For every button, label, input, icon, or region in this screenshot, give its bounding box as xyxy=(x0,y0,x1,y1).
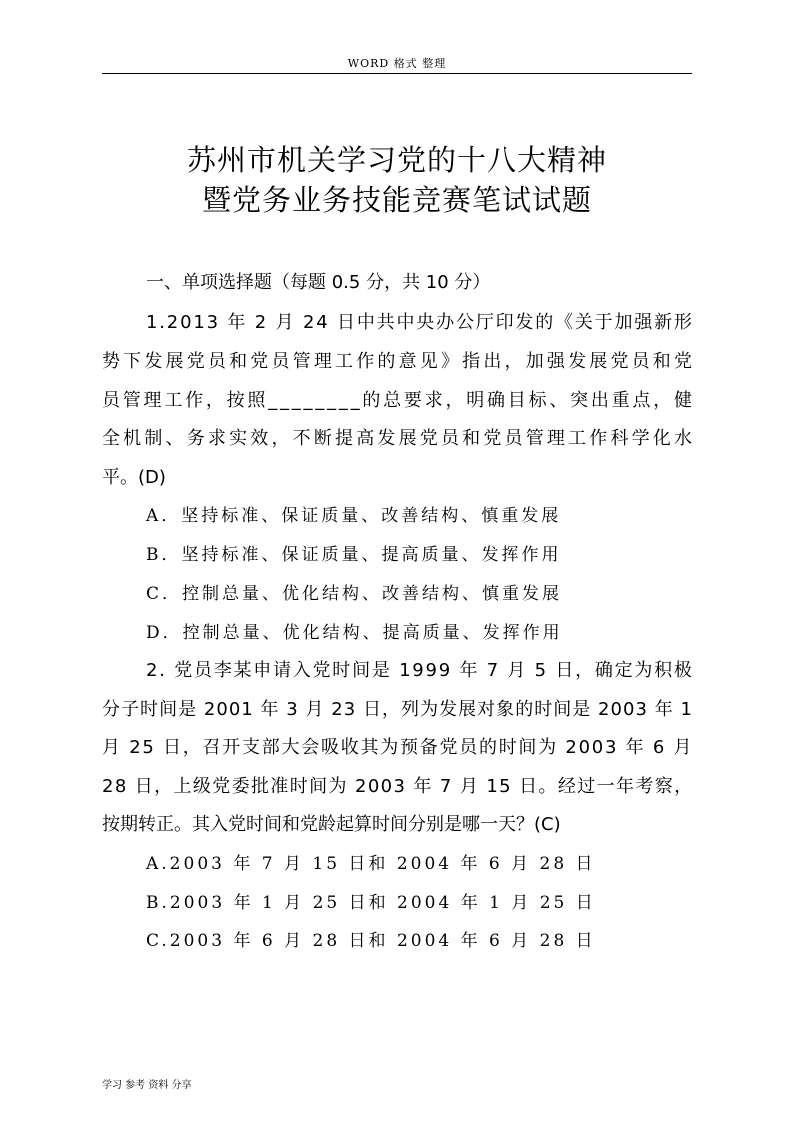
question-2-line-4: 28 日，上级党委批准时间为 2003 年 7 月 15 日。经过一年考察， xyxy=(102,776,694,797)
question-1-option-b: B．坚持标准、保证质量、提高质量、发挥作用 xyxy=(146,545,562,565)
page-header: WORD 格式 整理 xyxy=(347,57,447,70)
question-1-line-5: 平。(D) xyxy=(102,467,166,488)
page-footer: 学习 参考 资料 分享 xyxy=(102,1080,192,1091)
document-title-line-1: 苏州市机关学习党的十八大精神 xyxy=(186,143,607,177)
question-1-line-1: 1.2013 年 2 月 24 日中共中央办公厅印发的《关于加强新形 xyxy=(146,312,694,333)
question-2-option-b: B.2003 年 1 月 25 日和 2004 年 1 月 25 日 xyxy=(146,893,596,913)
question-1-option-d: D．控制总量、优化结构、提高质量、发挥作用 xyxy=(146,623,563,643)
question-2-line-1: 2. 党员李某申请入党时间是 1999 年 7 月 5 日，确定为积极 xyxy=(146,660,694,681)
question-2-option-a: A.2003 年 7 月 15 日和 2004 年 6 月 28 日 xyxy=(146,854,596,874)
question-1-line-3: 员管理工作，按照________的总要求，明确目标、突出重点，健 xyxy=(102,390,695,411)
document-title-line-2: 暨党务业务技能竞赛笔试试题 xyxy=(201,183,592,217)
question-2-line-5: 按期转正。其入党时间和党龄起算时间分别是哪一天？(C) xyxy=(102,814,561,835)
section-heading: 一、单项选择题（每题 0.5 分，共 10 分） xyxy=(146,272,491,293)
question-1-line-2: 势下发展党员和党员管理工作的意见》指出，加强发展党员和党 xyxy=(102,351,696,372)
header-divider xyxy=(102,73,692,74)
question-1-line-4: 全机制、务求实效，不断提高发展党员和党员管理工作科学化水 xyxy=(102,428,696,449)
question-2-line-3: 月 25 日，召开支部大会吸收其为预备党员的时间为 2003 年 6 月 xyxy=(102,737,694,758)
question-2-line-2: 分子时间是 2001 年 3 月 23 日，列为发展对象的时间是 2003 年 1 xyxy=(102,699,693,720)
question-1-option-c: C．控制总量、优化结构、改善结构、慎重发展 xyxy=(146,584,563,604)
question-1-option-a: A．坚持标准、保证质量、改善结构、慎重发展 xyxy=(146,506,562,526)
question-2-option-c: C.2003 年 6 月 28 日和 2004 年 6 月 28 日 xyxy=(146,931,596,951)
